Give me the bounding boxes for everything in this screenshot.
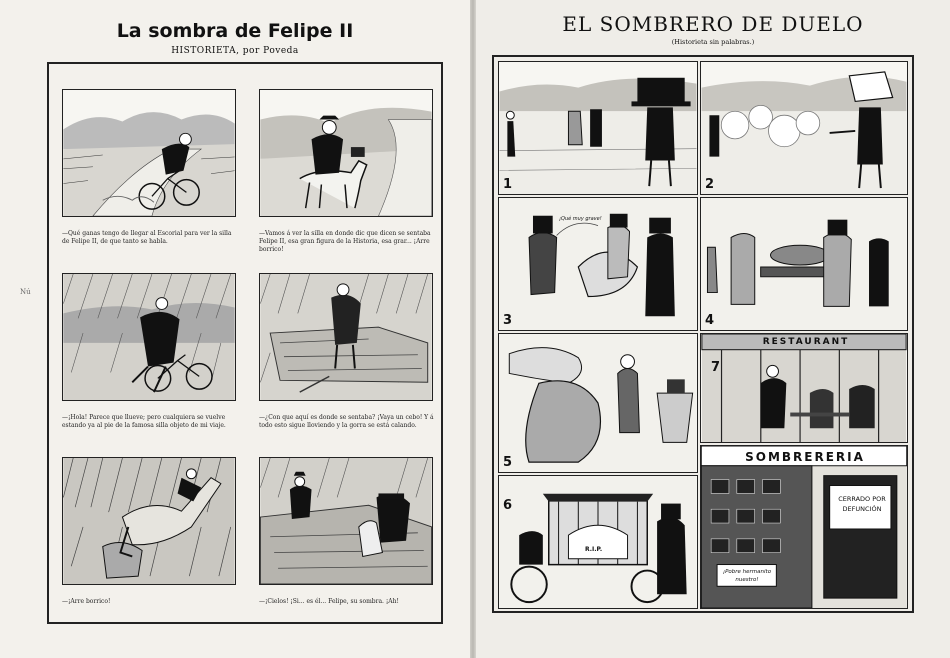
comic-panel-5 [498, 333, 698, 473]
comic-panel-4 [700, 197, 908, 331]
closed-sign: CERRADO POR DEFUNCIÓN [838, 495, 886, 513]
cyclist-in-rain-illustration [63, 274, 235, 400]
right-page-subtitle: (Historieta sin palabras.) [671, 38, 755, 46]
panel-number: 3 [503, 313, 513, 328]
comic-panel-6 [259, 457, 433, 585]
left-page [0, 0, 470, 658]
comic-panel-2 [259, 89, 433, 217]
hearse-plate-text: R.I.P. [585, 546, 603, 553]
panel-number: 2 [705, 177, 715, 192]
stone-chair-illustration [260, 274, 432, 400]
comic-panel-3 [62, 273, 236, 401]
panel-number: 4 [705, 313, 715, 328]
left-page-subtitle: HISTORIETA, por Poveda [171, 46, 299, 56]
panel-3-caption: —¡Hola! Parece que llueve; pero cualquiera se vuelve estando ya al pie de la famosa silla objeto de mi viaje. [62, 414, 226, 429]
panel-number: 1 [503, 177, 513, 192]
comic-panel-hat-shop [700, 445, 908, 609]
panel-number: 5 [503, 455, 513, 470]
comic-panel-7 [700, 333, 908, 443]
hat-on-table-illustration [701, 198, 907, 330]
panel-4-caption: —¿Con que aquí es donde se sentaba? ¡Vaya un cebo! Y á todo esto sigue lloviendo y la gorra se está calando. [259, 414, 434, 429]
panel-1-caption: —Qué ganas tengo de llegar al Escorial para ver la silla de Felipe II, de que tanto se habla. [62, 230, 232, 245]
left-page-title: La sombra de Felipe II [116, 20, 354, 42]
panel-2-caption: —Vamos á ver la silla en donde dic que dicen se sentaba Felipe II, esa gran figura de la Historia, esa grar... ¡Arre borrico! [259, 230, 431, 253]
panel-6-caption: —¡Cielos! ¡Si... es él... Felipe, su sombra. ¡Ah! [259, 598, 399, 605]
comic-panel-5 [62, 457, 236, 585]
comic-panel-6 [498, 475, 698, 609]
restaurant-sign: RESTAURANT [762, 337, 850, 347]
shadow-of-felipe-illustration [260, 458, 432, 584]
duel-shot-illustration [701, 62, 907, 194]
comic-panel-3 [498, 197, 698, 331]
shop-label: ¡Pobre hermanito nuestro! [722, 569, 772, 583]
duel-preparation-illustration [499, 62, 697, 194]
left-comic-frame [47, 62, 443, 624]
widow-mourning-illustration [499, 334, 697, 472]
hearse-illustration [499, 476, 697, 608]
cyclist-illustration [63, 90, 235, 216]
comic-panel-1 [62, 89, 236, 217]
donkey-rider-illustration [260, 90, 432, 216]
margin-mark: Nú [20, 288, 31, 296]
comic-panel-2 [700, 61, 908, 195]
panel-number: 6 [503, 498, 513, 513]
right-comic-frame [492, 55, 914, 613]
speech-bubble-text: ¡Qué muy grave! [559, 216, 602, 222]
comic-panel-4 [259, 273, 433, 401]
hat-shop-sign: SOMBRERERIA [745, 450, 865, 464]
right-page-title: EL SOMBRERO DE DUELO [562, 12, 864, 36]
panel-5-caption: —¡Arre borrico! [62, 598, 111, 605]
panel-number: 7 [711, 360, 721, 375]
right-page [476, 0, 950, 658]
storm-fall-illustration [63, 458, 235, 584]
restaurant-illustration [701, 334, 907, 442]
comic-panel-1 [498, 61, 698, 195]
